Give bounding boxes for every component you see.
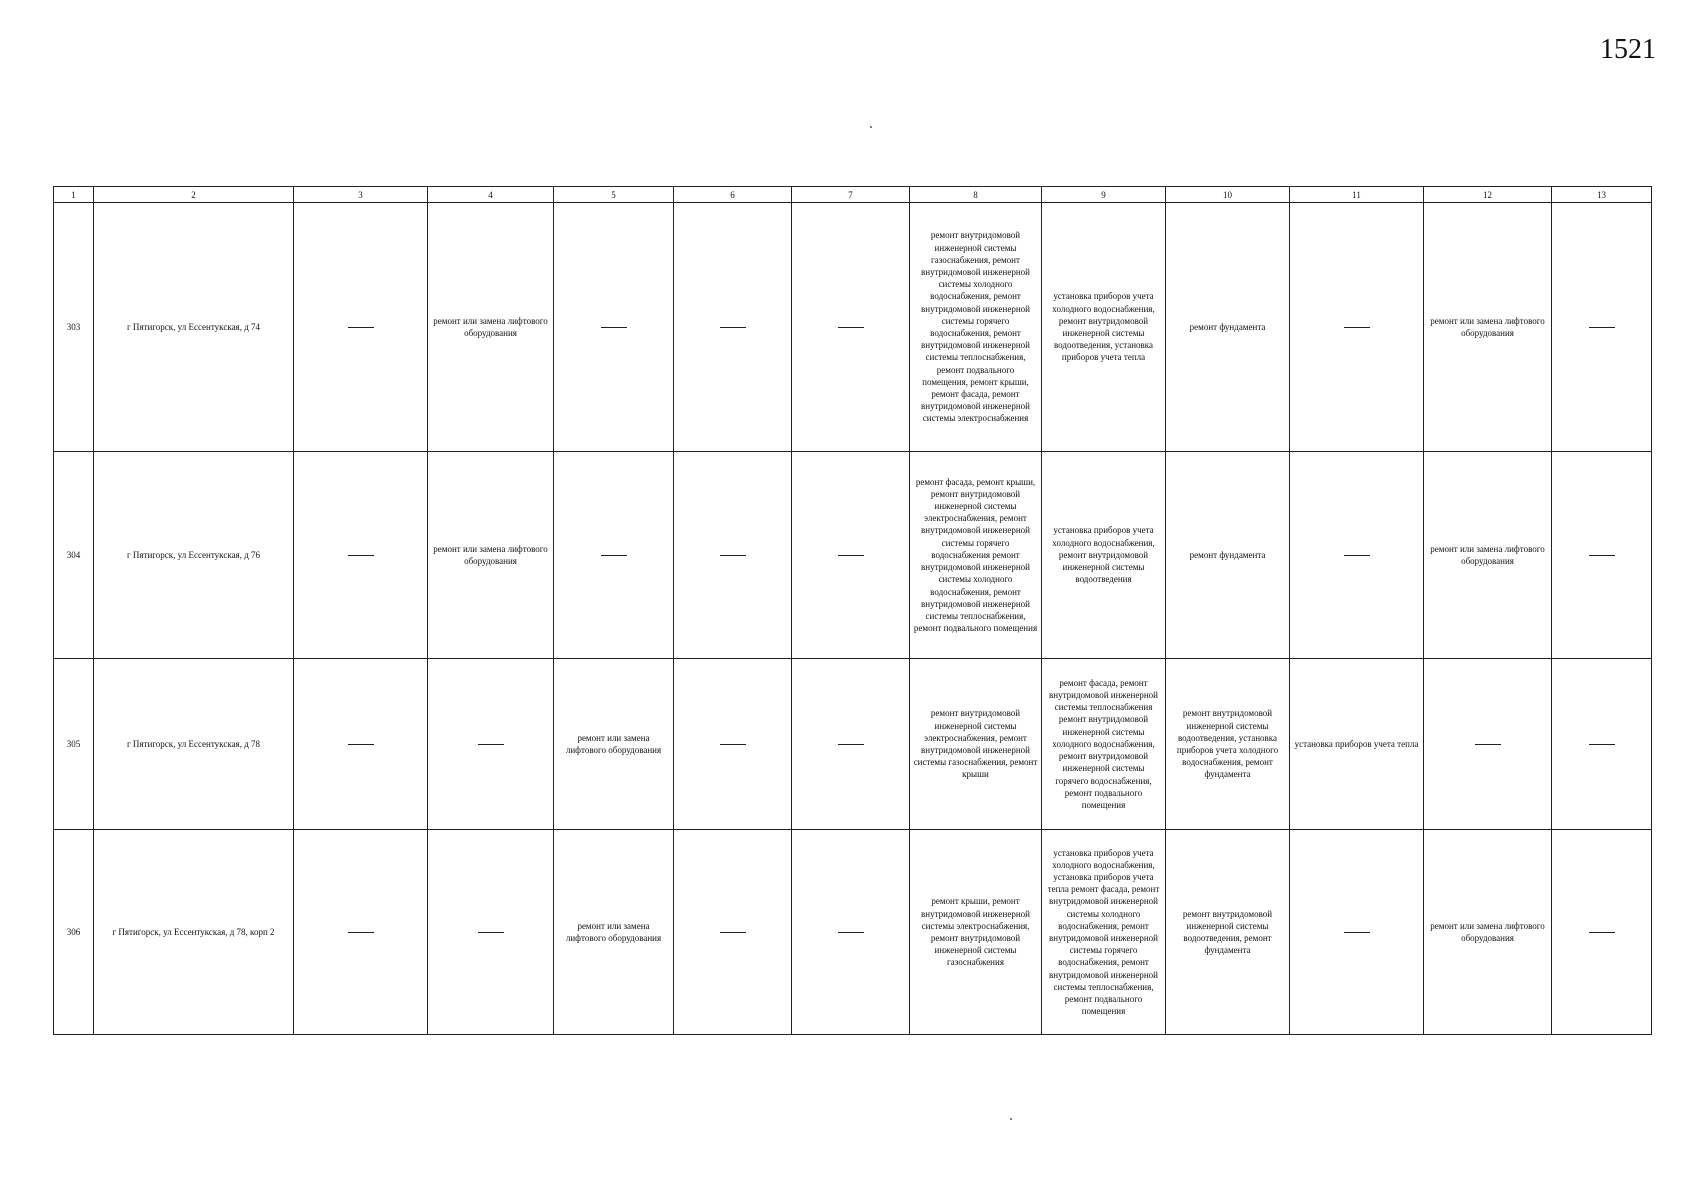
dash-mark — [601, 327, 627, 328]
work-cell: установка приборов учета холодного водоснабжения, установка приборов учета тепла ремонт фасада, ремонт внутридомовой инженерной системы холодного водоснабжения, ремонт внутридомовой инженерной системы горячего водоснабжения, ремонт внутридомовой инженерной системы теплоснабжения, ремонт подвального помещения — [1042, 830, 1166, 1035]
dash-cell — [792, 203, 910, 452]
dash-mark — [720, 932, 746, 933]
table-row — [54, 452, 1652, 659]
dash-mark — [838, 555, 864, 556]
dash-cell — [428, 659, 554, 830]
dash-cell — [792, 659, 910, 830]
column-header: 13 — [1552, 187, 1652, 203]
dash-cell — [1424, 659, 1552, 830]
dash-cell — [428, 830, 554, 1035]
column-header: 7 — [792, 187, 910, 203]
work-cell: ремонт или замена лифтового оборудования — [1424, 830, 1552, 1035]
work-cell: ремонт крыши, ремонт внутридомовой инженерной системы электроснабжения, ремонт внутридомовой инженерной системы газоснабжения — [910, 830, 1042, 1035]
dash-cell — [1290, 452, 1424, 659]
dash-mark — [838, 932, 864, 933]
dash-mark — [348, 555, 374, 556]
dash-mark — [601, 555, 627, 556]
column-header: 12 — [1424, 187, 1552, 203]
column-header: 6 — [674, 187, 792, 203]
table-row — [54, 830, 1652, 1035]
dash-mark — [348, 932, 374, 933]
work-cell: ремонт фасада, ремонт внутридомовой инженерной системы теплоснабжения ремонт внутридомовой инженерной системы холодного водоснабжения, ремонт внутридомовой инженерной системы горячего водоснабжения, ремонт подвального помещения — [1042, 659, 1166, 830]
dash-cell — [554, 452, 674, 659]
column-header: 10 — [1166, 187, 1290, 203]
work-cell: ремонт фундамента — [1166, 203, 1290, 452]
dash-cell — [792, 452, 910, 659]
dash-mark — [838, 327, 864, 328]
work-cell: ремонт фундамента — [1166, 452, 1290, 659]
work-cell: ремонт или замена лифтового оборудования — [1424, 203, 1552, 452]
work-cell: ремонт фасада, ремонт крыши, ремонт внутридомовой инженерной системы электроснабжения, ремонт внутридомовой инженерной системы горячего водоснабжения ремонт внутридомовой инженерной системы холодного водоснабжения, ремонт внутридомовой инженерной системы теплоснабжения, ремонт подвального помещения — [910, 452, 1042, 659]
dash-cell — [1552, 452, 1652, 659]
dash-mark — [1589, 932, 1615, 933]
dash-mark — [1344, 555, 1370, 556]
work-cell: ремонт или замена лифтового оборудования — [428, 203, 554, 452]
table-row — [54, 659, 1652, 830]
table-row — [54, 203, 1652, 452]
work-cell: ремонт внутридомовой инженерной системы водоотведения, ремонт фундамента — [1166, 830, 1290, 1035]
header-row — [54, 187, 1652, 203]
dash-mark — [348, 744, 374, 745]
dash-mark — [1589, 327, 1615, 328]
dash-mark — [1475, 744, 1501, 745]
row-number: 306 — [54, 830, 94, 1035]
column-header: 11 — [1290, 187, 1424, 203]
work-cell: ремонт или замена лифтового оборудования — [554, 659, 674, 830]
address-cell: г Пятигорск, ул Ессентукская, д 74 — [94, 203, 294, 452]
page-number: 1521 — [1600, 34, 1656, 65]
column-header: 4 — [428, 187, 554, 203]
capital-repair-table — [53, 186, 1652, 1035]
work-cell: установка приборов учета холодного водоснабжения, ремонт внутридомовой инженерной системы водоотведения — [1042, 452, 1166, 659]
dash-cell — [674, 830, 792, 1035]
row-number: 304 — [54, 452, 94, 659]
dash-cell — [674, 452, 792, 659]
dash-cell — [1552, 830, 1652, 1035]
scan-speck — [870, 126, 872, 128]
row-number: 303 — [54, 203, 94, 452]
scan-speck — [1010, 1118, 1012, 1120]
work-cell: ремонт внутридомовой инженерной системы газоснабжения, ремонт внутридомовой инженерной системы холодного водоснабжения, ремонт внутридомовой инженерной системы горячего водоснабжения, ремонт внутридомовой инженерной системы теплоснабжения, ремонт подвального помещения, ремонт крыши, ремонт фасада, ремонт внутридомовой инженерной системы электроснабжения — [910, 203, 1042, 452]
dash-mark — [720, 555, 746, 556]
dash-cell — [1290, 203, 1424, 452]
column-header: 2 — [94, 187, 294, 203]
dash-cell — [792, 830, 910, 1035]
dash-mark — [720, 744, 746, 745]
address-cell: г Пятигорск, ул Ессентукская, д 76 — [94, 452, 294, 659]
column-header: 3 — [294, 187, 428, 203]
dash-cell — [674, 203, 792, 452]
dash-mark — [1589, 744, 1615, 745]
work-cell: ремонт или замена лифтового оборудования — [428, 452, 554, 659]
dash-mark — [838, 744, 864, 745]
dash-cell — [1552, 203, 1652, 452]
dash-mark — [1344, 327, 1370, 328]
dash-cell — [294, 830, 428, 1035]
dash-mark — [720, 327, 746, 328]
work-cell: ремонт или замена лифтового оборудования — [554, 830, 674, 1035]
work-cell: ремонт внутридомовой инженерной системы электроснабжения, ремонт внутридомовой инженерной системы газоснабжения, ремонт крыши — [910, 659, 1042, 830]
dash-mark — [348, 327, 374, 328]
dash-cell — [294, 659, 428, 830]
dash-mark — [1589, 555, 1615, 556]
work-cell: ремонт или замена лифтового оборудования — [1424, 452, 1552, 659]
dash-cell — [554, 203, 674, 452]
address-cell: г Пятигорск, ул Ессентукская, д 78 — [94, 659, 294, 830]
dash-mark — [478, 932, 504, 933]
column-header: 5 — [554, 187, 674, 203]
column-header: 8 — [910, 187, 1042, 203]
work-cell: установка приборов учета тепла — [1290, 659, 1424, 830]
row-number: 305 — [54, 659, 94, 830]
dash-cell — [674, 659, 792, 830]
column-header: 9 — [1042, 187, 1166, 203]
dash-cell — [1552, 659, 1652, 830]
work-cell: установка приборов учета холодного водоснабжения, ремонт внутридомовой инженерной системы водоотведения, установка приборов учета тепла — [1042, 203, 1166, 452]
work-cell: ремонт внутридомовой инженерной системы водоотведения, установка приборов учета холодного водоснабжения, ремонт фундамента — [1166, 659, 1290, 830]
dash-cell — [294, 452, 428, 659]
dash-cell — [1290, 830, 1424, 1035]
dash-mark — [478, 744, 504, 745]
column-header: 1 — [54, 187, 94, 203]
dash-mark — [1344, 932, 1370, 933]
dash-cell — [294, 203, 428, 452]
address-cell: г Пятигорск, ул Ессентукская, д 78, корп 2 — [94, 830, 294, 1035]
